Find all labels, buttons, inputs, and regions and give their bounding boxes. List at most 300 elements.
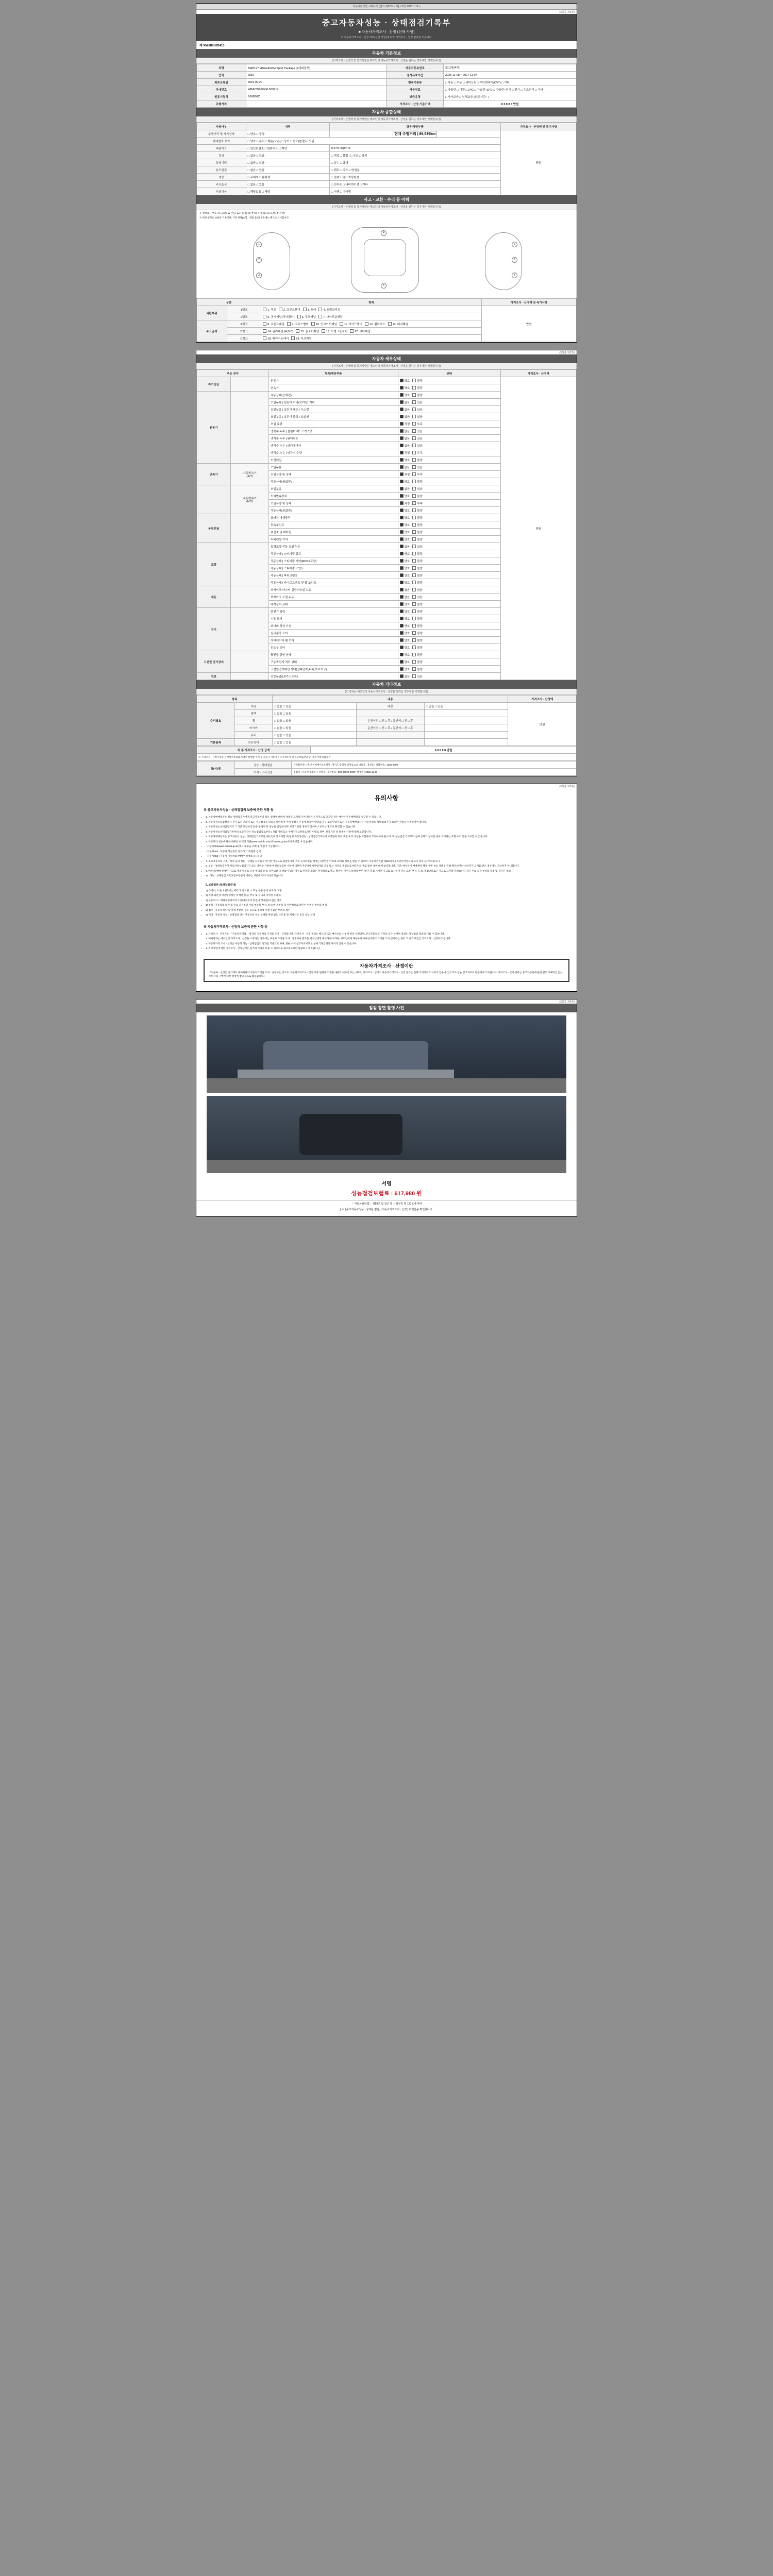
notice-title: 유의사항 (374, 794, 399, 802)
notice-item: • 4. 자동차성능상태점검기록부의 보증기간은 성능점검일로부터 1개월 이내 또는 주행거리 2천킬로미터 이내로 하며, 보증기간 중 발생한 사항에 대해 보증합니다. (206, 830, 572, 834)
detail-item-label: 브레이크 오일 누유 (269, 594, 398, 601)
table-row (197, 306, 577, 313)
accident-col-3: 가격조사 · 산정액 및 특기사항 (481, 299, 576, 306)
detail-item-options[interactable]: 양호 불량 (398, 615, 500, 622)
section-basic-guide: (가격조사 · 산정액 및 특기사항은 매도인의 자동차가격조사 · 산정을 원하는 경우에만 기재합니다) (196, 58, 577, 64)
diagram-point-1: 1 (256, 242, 262, 247)
basic-label2-5: 가격조사 · 산정 기준가액 (386, 100, 444, 108)
diagram-point-6: 6 (512, 242, 517, 247)
detail-item-options[interactable]: 양호 불량 (398, 622, 500, 630)
section-detail-guide: (가격조사 · 산정액 및 특기사항은 매도인의 자동차가격조사 · 산정을 원하는 경우에만 기재합니다) (196, 363, 577, 369)
mileage-cell (329, 130, 500, 138)
overall-col-0: 사용여부 (197, 123, 246, 130)
final-price-value: 0 0 0 0 0 만원 (311, 747, 577, 754)
detail-subgroup-name (231, 543, 269, 586)
detail-item-label: 윈도우 모터 (269, 644, 398, 651)
detail-item-options[interactable]: 양호 불량 (398, 507, 500, 514)
accident-rank-level: 2랭크 (227, 313, 261, 320)
special-history-detail[interactable]: □ 침수 □ 화재 (329, 159, 500, 166)
page-subnote: ※ 자동차가격조사 · 산정 여부(선택 사항)에 따라 가격조사 · 산정 결과를 적습니다. (340, 36, 433, 39)
section-accident-header: 사고 · 교환 · 수리 등 이력 (196, 195, 577, 204)
footer-legal-1: 「 자동차관리법」 제58조 및 같은 법 시행규칙 제 120조에 따라 (196, 1200, 577, 1207)
other-item-label2: 운전석전 □ 전 □ 후 / 동반석 □ 전 □ 후 (356, 717, 425, 724)
section-basic-header: 자동차 기본정보 (196, 49, 577, 58)
basic-value-0: BMW X7 xDrive40d M Sport Package (4세대일부) (246, 64, 386, 72)
accident-rank-level: C랭크 (227, 335, 261, 342)
signature-label: 서명 (381, 1181, 392, 1187)
notice-item: • 8. 성능 · 상태점검자가 자동차성능점검기기 또는 장비를 사용하여 성능점검한 사항에 대하여 자동차매매사업자와 공동 또는 각각의 책임으로 매도인의 책임 범위 내에 대해 보증합니다. 다만, 매수인이 매매계약 체결 전에 성능·상태를 직접 확인하거나 소비자가 고지를 받은 경우에는 그러하지 아니합니다. (206, 864, 572, 868)
detail-subgroup-name (231, 673, 269, 680)
accident-col-0: 구분 (197, 299, 261, 306)
notice-sub2-item: • 6) 기타 : 자동차 성능 · 상태점검 당시 자동차의 성능·상태와 관련 없는 소모품 및 액세서리 등의 성능·상태 (206, 913, 572, 917)
detail-group-name: 고전원 전기장치 (197, 651, 231, 673)
overall-row-check-0[interactable]: □ 양호 □ 정상 (246, 130, 329, 138)
basic-value-3: WBACW010XKL509717 (246, 86, 386, 93)
diagram-point-3: 3 (256, 273, 262, 278)
detail-item-options[interactable]: 없음 있음 (398, 586, 500, 594)
inspection-photo-front (207, 1015, 566, 1093)
detail-item-options[interactable]: 양호 불량 (398, 392, 500, 399)
detail-item-options[interactable]: 양호 불량 (398, 557, 500, 565)
overall-row-label-2: 배출가스 (197, 145, 246, 152)
other-item-options[interactable]: □ 없음 □ 있음 (273, 717, 356, 724)
detail-item-options[interactable]: 없음 있음 (398, 406, 500, 413)
diagram-point-5: 5 (381, 283, 386, 289)
accident-group-outer: 외판부위 (197, 306, 227, 320)
usage-change-detail[interactable]: □ 렌트 □ 리스 □ 영업용 (329, 166, 500, 174)
other-group-basic: 기본품목 (197, 739, 235, 746)
overall-row-check-8[interactable]: □ 해당없음 □ 해당 (246, 188, 329, 195)
overall-col-3: 가격조사 · 산정액 및 특기사항 (500, 123, 576, 130)
notice-item: • 6. 자동차의 성능에 관한 내용은 아래의 기관(www.carinfo.or.kr)과 (www.go.kr)에서 확인할 수 있습니다. (206, 840, 572, 844)
detail-item-label: 작동상태 | 스티어링 펌프 (269, 550, 398, 557)
detail-subgroup-name (231, 514, 269, 543)
section-other-guide: (※ 항목은 매도인의 자동차가격조사 · 산정을 원하는 경우에만 기재합니다) (196, 689, 577, 695)
detail-item-options[interactable]: 양호 불량 (398, 630, 500, 637)
other-col-0: 항목 (197, 696, 273, 703)
section-overall-header: 자동차 종합상태 (196, 108, 577, 116)
notice-sub2-item: • 5) 점수 : 자동차 바닥 및 차체 부분의 점수 등으로 주행에 지장이 없는 부분의 점수 (206, 908, 572, 912)
detail-group-name: 연료 (197, 673, 231, 680)
detail-item-options[interactable]: 양호 불량 (398, 377, 500, 384)
notice-sub3-item: • 4. 특기사항에 대한 가격조사 · 산정금액은 실거래 가격과 다를 수 있으므로 참고용으로만 활용하시기 바랍니다. (206, 946, 572, 951)
overall-row-label-4: 특별이력 (197, 159, 246, 166)
table-row (197, 754, 577, 761)
detail-subgroup-name (231, 392, 269, 464)
detail-col-1: 항목/해당부품 (269, 370, 398, 377)
other-col-1: 내용 (273, 696, 508, 703)
detail-item-label: 냉각수 누수 | 냉각수 수량 (269, 449, 398, 456)
basic-label2-0: 자동차등록번호 (386, 64, 444, 72)
detail-item-label: 커먼레일 (269, 456, 398, 464)
detail-item-label: 오일 유량 (269, 420, 398, 428)
final-price-table (196, 746, 577, 761)
basic-label-2: 최초등록일 (197, 79, 246, 86)
other-item-options2[interactable] (425, 710, 508, 717)
page-4 (196, 999, 577, 1217)
car-damage-diagram (196, 221, 577, 298)
overall-row-check-5[interactable]: □ 없음 □ 있음 (246, 166, 329, 174)
detail-item-label: 냉각수 누수 | 워터펌프 (269, 435, 398, 442)
overall-row-label-7: 주요옵션 (197, 181, 246, 188)
detail-item-options[interactable]: 양호 불량 (398, 572, 500, 579)
page-corner-label-4: (3쪽중 제4쪽) (559, 1000, 575, 1004)
detail-group-name: 원동기 (197, 392, 231, 464)
detail-item-label: 와이퍼 정상 기능 (269, 622, 398, 630)
detail-group-name (197, 485, 231, 514)
detail-item-options[interactable]: 양호 불량 (398, 529, 500, 536)
detail-item-options[interactable]: 양호 불량 (398, 565, 500, 572)
overall-row-label-8: 리콜대상 (197, 188, 246, 195)
detail-item-options[interactable]: 양호 불량 (398, 651, 500, 658)
detail-item-label: 오일유량 및 상태 (269, 471, 398, 478)
table-row (197, 64, 577, 72)
options-detail[interactable]: □ 선루프 □ 내비게이션 □ 기타 (329, 181, 500, 188)
table-row (197, 130, 577, 138)
detail-item-options[interactable]: 없음 있음 (398, 485, 500, 493)
other-item-options2[interactable] (425, 724, 508, 732)
detail-item-label: 실내송풍 모터 (269, 630, 398, 637)
detail-item-label: 작동상태 | 스티어링 조인트 (269, 565, 398, 572)
detail-item-options[interactable]: 없음 있음 (398, 543, 500, 550)
document-title-bar (196, 14, 577, 41)
detail-item-label: 디퍼렌셜 기어 (269, 536, 398, 543)
detail-col-2: 상태 (398, 370, 500, 377)
detail-item-options[interactable]: 없음 있음 (398, 673, 500, 680)
detail-item-label: 작동상태 | 파워크랭크 (269, 572, 398, 579)
basic-value-2: 2019-09-20 (246, 79, 386, 86)
detail-item-label: 오일누유 | 실린더 커버(로커암) 커버 (269, 399, 398, 406)
notice-item: • 7. 중고자동차의 구조 · 장치 등의 성능 · 상태를 고지하지 아니한 거짓으로 점검하거나 거짓 고지하였을 때에는 1천만원 이하의 과태료 처분을 받을 수 있으며, 자동차관리법 제58조(자동차관리사업자의 고지 의무 등)에 따릅니다. (206, 859, 572, 863)
notice-item: • 3. 자동차성능상태점검자가 그 기준 책임보장 등을 통하여 본 성능을 점검한 경우 보증기간을 정하고 있으며 소비자는 별도로 확인할 수 있습니다. (206, 825, 572, 829)
detail-item-options[interactable]: 양호 불량 (398, 644, 500, 651)
notice-item: • 2. 자동차성능점검장치가 전기 또는 소화기 또는 성능점검을 내용을 확인하여 이에 성적기간 중에 보증이 발생할 경우 보증사업자 또는 자동차매매업자는 자동차성능·상태점검자가 보증한 사항을 수리하여야 합니다. (206, 820, 572, 824)
detail-item-options[interactable]: 양호 불량 (398, 579, 500, 586)
inspection-insurance-fee: 성능점검보험료 : 617,980 원 (351, 1190, 422, 1197)
page-2 (196, 350, 577, 776)
detail-item-options[interactable]: 없음 있음 (398, 464, 500, 471)
other-item-label2: 내장 (356, 703, 425, 710)
detail-item-options[interactable]: 없음 있음 (398, 399, 500, 406)
accident-rank-items[interactable]: 18. 패키지트레이 19. 루프레일 (261, 335, 481, 342)
other-item-options2[interactable]: □ 없음 □ 있음 (425, 703, 508, 710)
detail-item-options[interactable]: 양호 불량 (398, 608, 500, 615)
detail-item-options[interactable]: 없음 있음 (398, 413, 500, 420)
overall-price-cell: 만원 (500, 130, 576, 195)
table-header-row (197, 370, 577, 377)
other-item-options[interactable]: □ 없음 □ 있음 (273, 710, 356, 717)
detail-item-label: 변속기 (269, 384, 398, 392)
detail-subgroup-name (231, 651, 269, 673)
detail-item-options[interactable]: 없음 있음 (398, 428, 500, 435)
detail-item-options[interactable]: 양호 불량 (398, 601, 500, 608)
document-number: 제 952886U93413 (199, 44, 225, 47)
table-row (197, 93, 577, 100)
detail-item-label: 작동상태(공회전) (269, 392, 398, 399)
detail-group-name: 전기 (197, 608, 231, 651)
basic-label-0: 차명 (197, 64, 246, 72)
other-item-label2 (356, 739, 425, 746)
notice-item: • - 자동차365(www.car365.go.kr)에서 내용을 조회 및 열람이 가능합니다. (206, 844, 572, 849)
basic-value-4: B58B30C (246, 93, 386, 100)
detail-item-label: 등속조인트 (269, 521, 398, 529)
accident-group-frame: 주요골격 (197, 320, 227, 342)
issuer-label: 행(서)명 (197, 761, 235, 776)
detail-item-options[interactable]: 적정 부족 (398, 471, 500, 478)
overall-row-check-6[interactable]: □ 무채색 □ 유채색 (246, 174, 329, 181)
basic-label2-3: 사용연료 (386, 86, 444, 93)
diagram-point-7: 7 (512, 257, 517, 263)
other-item-options2[interactable] (425, 732, 508, 739)
accident-rank-level: 1랭크 (227, 306, 261, 313)
definition-body: 「자동차 · 산정은 실거래가 매매차량의 자동차가격을 조사 · 산정하는 것으로, 자동차가격조사 · 산정 보증 범위에 기재된 내용과 매수인 또는 매도인 가격조사 · 산정의 자동차가격조사 · 산정 결과는 실제 거래가격과 차이가 있을 수 있으므로 단순 참고자료로 활용하시기 바랍니다. 가격조사 · 산정 결과는 중고자동차에 관한 별도 구체적인 없는 소비자의 구매에 대한 결정에 참고자료로 활용됩니다.」 (209, 971, 563, 978)
notice-sub2-list (196, 887, 577, 921)
fuel-options[interactable]: □ 가솔린 □ 디젤 □ LPG □ 가솔린+LPG □ 가솔린+전기 □ 전기 □ 수소전기 □ 기타 (444, 86, 577, 93)
detail-item-options[interactable]: 양호 불량 (398, 521, 500, 529)
detail-subgroup-name (231, 377, 269, 392)
page-subtitle: ■ 자동차가격조사 · 산정 (선택 사항) (358, 30, 415, 34)
detail-item-options[interactable]: 양호 불량 (398, 666, 500, 673)
detail-item-label: 오일누유 | 실린더 블록 / 오일팬 (269, 413, 398, 420)
other-group-repair: 수리필요 (197, 703, 235, 739)
definition-box (204, 959, 569, 982)
section-overall-guide: (가격조사 · 산정액 및 특기사항은 매도인의 자동차가격조사 · 산정을 원하는 경우에만 기재합니다) (196, 116, 577, 123)
detail-item-label: 오일누유 (269, 464, 398, 471)
basic-label2-2: 변속기종류 (386, 79, 444, 86)
detail-item-label: 배력장치 상태 (269, 601, 398, 608)
final-price-label: 최 종 가격조사 · 산정 금액 (197, 747, 311, 754)
detail-state-body (197, 377, 577, 680)
detail-item-label: 작동상태(공회전) (269, 507, 398, 514)
other-info-body (197, 703, 577, 746)
accident-rank-level: A랭크 (227, 320, 261, 328)
mileage-value: 현재 주행거리 | 89,539km (393, 131, 437, 138)
basic-info-table (196, 64, 577, 108)
detail-item-options[interactable]: 적정 부족 (398, 500, 500, 507)
accident-rank-body (197, 306, 577, 342)
other-item-options[interactable]: □ 없음 □ 있음 (273, 724, 356, 732)
detail-item-options[interactable]: 양호 불량 (398, 514, 500, 521)
table-row (197, 86, 577, 93)
overall-col-1: 내역 (246, 123, 329, 130)
final-price-note: ※ 가격조사 · 산정가격과 실매매가격과의 차액이 발생할 수 있습니다. □ 기본가격 □ 가격조사·산정금액(옵션포함) 기준가액 차감가격 (197, 754, 577, 761)
detail-item-label: 오일유량 및 상태 (269, 500, 398, 507)
accident-legend-1: ※ 상태표시 부호 : X (교환), W (판금 또는 용접), C (부식), A (흠집), U (요철), T (손상) (199, 212, 285, 214)
page-title: 중고자동차성능 · 상태점검기록부 (322, 19, 451, 27)
other-item-label: 보유상태 (234, 739, 273, 746)
detail-group-name: 자기진단 (197, 377, 231, 392)
notice-item: • - 자동차365 : 자동차 성능점검 결과 및 기록열람 검색 (206, 850, 572, 854)
detail-item-label: 원동기 (269, 377, 398, 384)
detail-item-options[interactable]: 양호 불량 (398, 384, 500, 392)
basic-label2-1: 검사유효기간 (386, 72, 444, 79)
overall-row-label-5: 용도변경 (197, 166, 246, 174)
other-item-options2[interactable] (425, 717, 508, 724)
accident-rank-items[interactable]: 8. 프론트패널 9. 크로스멤버 10. 인사이드패널 11. 사이드멤버 12. 휠하우스 13. 대쉬패널 (261, 320, 481, 328)
basic-label-3: 차대번호 (197, 86, 246, 93)
basic-value-1: 2019 (246, 72, 386, 79)
notice-subtitle: ※ 중고자동차성능 · 상태점검의 보증에 관한 사항 등 (204, 809, 274, 812)
detail-item-label: 오일누유 (269, 485, 398, 493)
detail-item-label: 오일누유 | 실린더 헤드 / 가스켓 (269, 406, 398, 413)
other-item-label2: 운전석전 □ 전 □ 후 / 동반석 □ 전 □ 후 (356, 724, 425, 732)
detail-group-name: 제동 (197, 586, 231, 608)
detail-item-options[interactable]: 없음 있음 (398, 442, 500, 449)
accident-rank-items[interactable]: 1. 후드 2. 프론트휀더 3. 도어 4. 트렁크리드 (261, 306, 481, 313)
section-detail-header: 자동차 세부상태 (196, 354, 577, 363)
detail-item-options[interactable]: 적정 부족 (398, 449, 500, 456)
accident-rank-level: B랭크 (227, 328, 261, 335)
diagram-top-roof (364, 239, 406, 276)
other-item-label: 유리 (234, 732, 273, 739)
other-item-options[interactable]: □ 없음 □ 있음 (273, 703, 356, 710)
overall-row-check-3[interactable]: □ 없음 □ 있음 (246, 152, 329, 159)
table-header-row (197, 299, 577, 306)
overall-row-label-0: 주행거리 및 계기상태 (197, 130, 246, 138)
other-price-cell: 만원 (508, 703, 577, 746)
table-row (197, 72, 577, 79)
detail-item-label: 추진축 및 베어링 (269, 529, 398, 536)
detail-group-name: 변속기 (197, 464, 231, 485)
footer-legal-2: [ ▼ ] 중고자동차성능 · 상태를 점검, [ 자동차가격조사 · 산정 ] 하였음을 확인합니다. (340, 1208, 433, 1211)
page-3 (196, 784, 577, 991)
section-accident-guide: (가격조사 · 산정액 및 특기사항은 매도인의 자동차가격조사 · 산정을 원하는 경우에만 기재합니다) (196, 204, 577, 210)
section-photos-header: 점검 장면 촬영 사진 (196, 1004, 577, 1012)
detail-item-label: 고전원전기배선 상태(접속단자,피복,보호기구) (269, 666, 398, 673)
detail-item-label: 냉각수 누수 | 라디에이터 (269, 442, 398, 449)
overall-row-check-1[interactable]: □ 양호 □ 부식 □ 훼손(오손) □ 상이 □ 변조(변경) □ 도말 (246, 138, 500, 145)
overall-col-2: 항목/해당부품 (329, 123, 500, 130)
detail-item-options[interactable]: 양호 불량 (398, 550, 500, 557)
accident-col-2: 항목 (261, 299, 481, 306)
detail-item-label: 작동상태 | 타이로드엔드 및 볼 조인트 (269, 579, 398, 586)
detail-item-label: 작동상태 | 스티어링 기어(MDPS포함) (269, 557, 398, 565)
overall-state-table (196, 123, 577, 195)
notice-item: • 10. 성능 · 상태점검 국토교통부장관이 정하는 기준에 따라 작성되었습니다. (206, 874, 572, 878)
basic-value2-1: 2025-11-08 ~ 2027-11-07 (444, 72, 577, 79)
detail-item-options[interactable]: 양호 불량 (398, 637, 500, 644)
notice-sub3-title: ※ 자동차가격조사 · 산정의 보증에 관한 사항 등 (204, 925, 267, 929)
detail-subgroup-name (231, 586, 269, 608)
other-item-label2 (356, 732, 425, 739)
detail-item-options[interactable]: 양호 불량 (398, 658, 500, 666)
detail-item-label: 발전기 출력 (269, 608, 398, 615)
table-header-row (197, 123, 577, 130)
detail-item-options[interactable]: 양호 불량 (398, 493, 500, 500)
notice-sub2-item: • 1) 타이어, 오일(오일누유), 배터리, 벨트류, 소모성 부품 등의 마모 및 교환 (206, 889, 572, 893)
diagram-point-2: 2 (256, 257, 262, 263)
overall-row-check-4[interactable]: □ 없음 □ 있음 (246, 159, 329, 166)
detail-item-label: 작동상태(공회전) (269, 478, 398, 485)
basic-value-5 (246, 100, 386, 108)
detail-item-options[interactable]: 양호 불량 (398, 478, 500, 485)
other-item-options[interactable]: □ 없음 □ 있음 (273, 739, 356, 746)
detail-col-0: 주요 장치 (197, 370, 269, 377)
detail-group-name: 동력전달 (197, 514, 231, 543)
detail-item-label: 구동축전지 격리 상태 (269, 658, 398, 666)
tuning-detail[interactable]: □ 적법 □ 불법 / □ 구조 □ 장치 (329, 152, 500, 159)
overall-row-label-1: 차대번호 표기 (197, 138, 246, 145)
notice-sub3-item: • 2. 매매업자는 매수인이 가격조사 · 산정을 요청하는 경우에는 자동차 가격을 조사 · 산정하여 결과를 매수인에게 제시하여야 하며, 매도인에게 제공하지 아니한 자동차가격을 조사·산정하는 경우 그 결과 책임은 가격조사 · 산정자가 집니다. (206, 937, 572, 941)
accident-rank-table (196, 298, 577, 342)
notice-item: • - 자동차365 : 자동차 이력정보 (매매이력정보 등) 검색 (206, 854, 572, 858)
detail-item-options[interactable]: 없음 있음 (398, 594, 500, 601)
page-corner-label-2: (3쪽중 제2쪽) (559, 351, 575, 355)
detail-subgroup-name: 수동변속기 (M/T) (231, 485, 269, 514)
accident-rank-items[interactable]: 5. 쿼터패널(리어휀더) 6. 루프패널 7. 사이드실패널 (261, 313, 481, 320)
other-item-label: 휠 (234, 717, 273, 724)
other-item-options2[interactable] (425, 739, 508, 746)
form-legal-strip: 자동차관리법 시행규칙 [별지 제82호서식] <개정 2021.1.19.> (196, 4, 577, 10)
page-1 (196, 3, 577, 343)
detail-item-options[interactable]: 적정 부족 (398, 420, 500, 428)
detail-item-options[interactable]: 양호 불량 (398, 456, 500, 464)
detail-item-options[interactable]: 없음 있음 (398, 435, 500, 442)
overall-row-label-3: 튜닝 (197, 152, 246, 159)
basic-value2-0: 301792472 (444, 64, 577, 72)
other-item-label: 타이어 (234, 724, 273, 732)
transmission-options[interactable]: □ 자동 □ 수동 □ 세미오토 □ 무단변속기(CVT) □ 기타 (444, 79, 577, 86)
table-row (197, 79, 577, 86)
page-corner-label-3: (3쪽중 제3쪽) (559, 785, 575, 789)
detail-state-table (196, 369, 577, 680)
issuer-row-value-1: 점검자 : 자동차가격조사·산정자 | 자격번호 : 000-00000-0000 | 발급일 : 2025-11-07 (292, 769, 577, 776)
detail-group-name: 조향 (197, 543, 231, 586)
detail-item-label: 브레이크 마스터 실린더오일 누유 (269, 586, 398, 594)
table-row (197, 747, 577, 754)
basic-label-4: 원동기형식 (197, 93, 246, 100)
table-row (197, 761, 577, 769)
basic-label2-4: 보증유형 (386, 93, 444, 100)
notice-sub3-list (196, 930, 577, 955)
notice-sub3-item: • 3. 자동차가격 조사 · 산정은 자동차 성능 · 상태점검의 결과를 기준으로 하며, 단순 시세 참고자료이므로 실제 거래금액과 차이가 있을 수 있습니다. (206, 942, 572, 946)
other-col-2: 가격조사 · 산정액 (508, 696, 577, 703)
overall-row-check-2[interactable]: □ 일산화탄소 □ 탄화수소 □ 매연 (246, 145, 329, 152)
detail-item-label: 충전구 절연 상태 (269, 651, 398, 658)
detail-item-options[interactable]: 양호 불량 (398, 536, 500, 543)
issuer-row-key-0: 성능 · 상태점검 (234, 761, 292, 769)
color-detail[interactable]: □ 전체도색 □ 색상변경 (329, 174, 500, 181)
detail-price-cell: 만원 (500, 377, 576, 680)
other-item-label: 광택 (234, 710, 273, 717)
recall-detail[interactable]: □ 이행 □ 미이행 (329, 188, 500, 195)
detail-item-label: 클러치 어셈블리 (269, 514, 398, 521)
notice-sub3-item: • 1. 가격조사 · 산정자는 「자동차관리법」에 따라 자동차의 가격을 조사 · 산정합니다. 가격조사 · 산정 결과는 매도인 또는 매수인의 신청에 따라 수행되며, 중고자동차의 가격을 조사·산정한 결과는 성능점검 결과와 다를 수 있습니다. (206, 932, 572, 936)
emission-values: 0.07% 4ppm % (329, 145, 500, 152)
table-row (197, 703, 577, 710)
notice-sub2-item: • 4) 부식 : 자동차의 외판 및 주요 골격부위 이외 부분의 부식, 실내 바닥 부식 및 일반적으로 확인이 어려운 부분의 부식 (206, 903, 572, 907)
notice-item: • 1. 자동차매매업자는 성능·상태점검자에게 중고자동차의 성능·상태에 대하여 내용을 고지하지 아니하거나 거짓으로 고지할 경우 매수인이 손해배상을 청구할 수 있습니다. (206, 815, 572, 819)
inspection-photo-rear (207, 1096, 566, 1173)
warranty-options[interactable]: □ 자가보증 □ 업체보증 (보증기간 : ) (444, 93, 577, 100)
notice-item: • 9. 매수인(매매 신청한 시고로 계통이 주요 골격 부위의 용접, 철판교환 및 결함이 있는 경우로 한정합니다)은 원칙적으로 별도 확인한, 사이드실패널 부위 절단, 용접 시에만 시고로 표기하며 단순 교환, 부식, 도색, 흠집만으로는 사고로 표기하지 않습니다. (단, 주요 골격 부위의 용접 및 절단은 제외) (206, 869, 572, 873)
detail-item-label: 냉각수 누수 | 실린더 헤드 / 가스켓 (269, 428, 398, 435)
detail-item-label: 시동 모터 (269, 615, 398, 622)
overall-row-check-7[interactable]: □ 없음 □ 있음 (246, 181, 329, 188)
other-item-options[interactable]: □ 없음 □ 있음 (273, 732, 356, 739)
accident-price-cell: 만원 (481, 306, 576, 342)
table-row (197, 377, 577, 384)
accident-rank-items[interactable]: 14. 필러패널 (A,B,C) 15. 플로어패널 16. 트렁크플로어 17. 리어패널 (261, 328, 481, 335)
issuer-table (196, 761, 577, 776)
detail-item-label: 동력조향 작동 오일 누유 (269, 543, 398, 550)
page-corner-label-1: (3쪽중 제1쪽) (559, 11, 575, 14)
detail-subgroup-name: 자동변속기 (A/T) (231, 464, 269, 485)
table-row (197, 100, 577, 108)
other-item-label2 (356, 710, 425, 717)
other-info-table (196, 695, 577, 746)
base-price-value: 0 0 0 0 0 만원 (444, 100, 577, 108)
